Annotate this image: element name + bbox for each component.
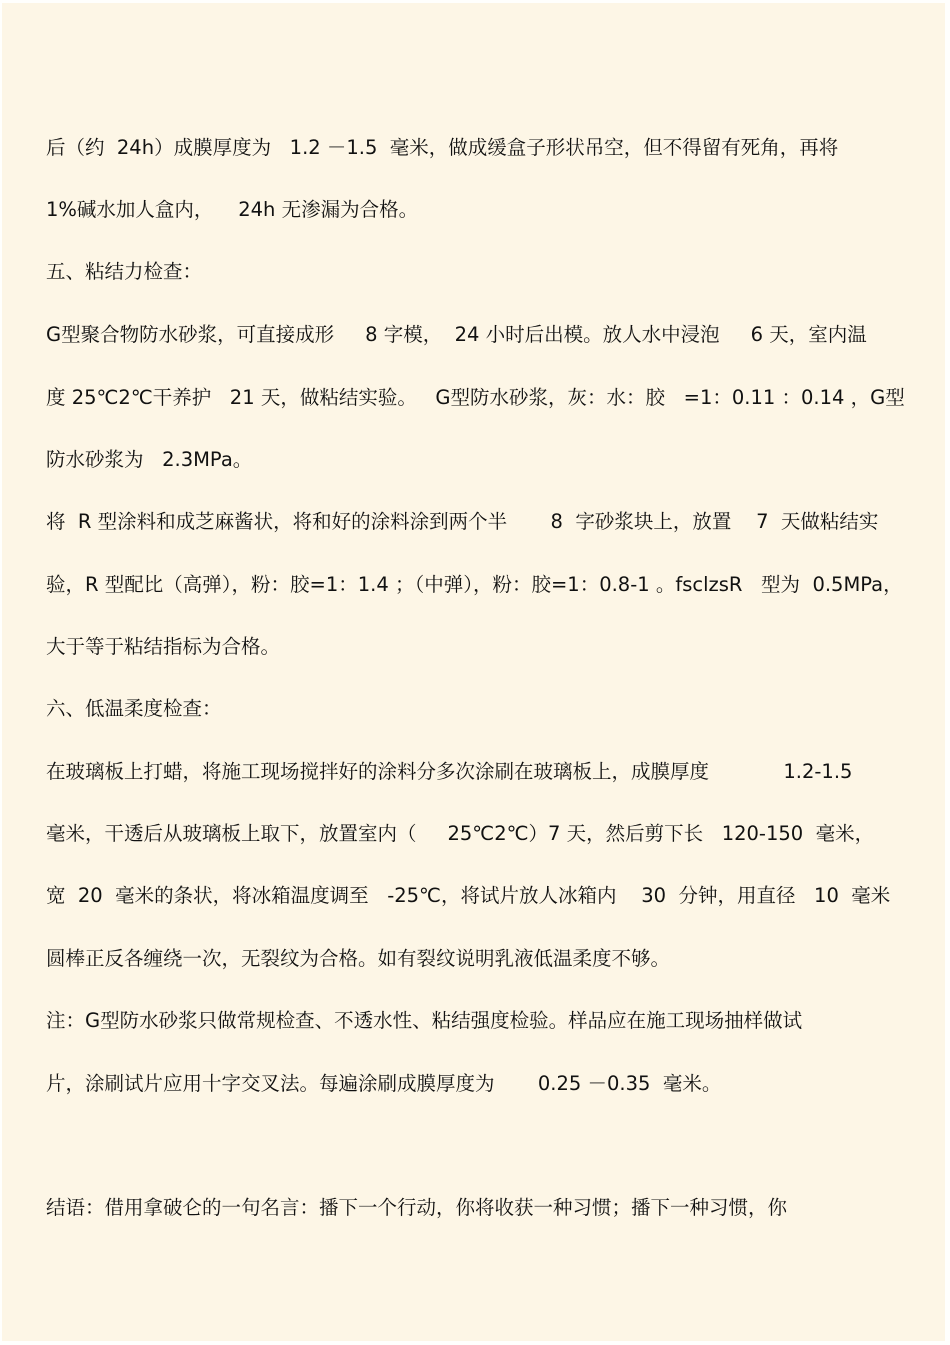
paragraph-line: 验，R 型配比（高弹），粉：胶=1：1.4 ；（中弹），粉：胶=1：0.8-1 。fsclzsR 型为 0.5MPa， — [46, 573, 903, 596]
paragraph-line: 毫米，干透后从玻璃板上取下，放置室内（ 25℃2℃）7 天，然后剪下长 120-150 毫米， — [46, 822, 875, 845]
conclusion-line: 结语：借用拿破仑的一句名言：播下一个行动，你将收获一种习惯；播下一种习惯，你 — [46, 1196, 788, 1219]
paragraph-line: 圆棒正反各缠绕一次，无裂纹为合格。如有裂纹说明乳液低温柔度不够。 — [46, 947, 671, 970]
section-heading: 五、粘结力检查： — [46, 260, 203, 283]
paragraph-line: 度 25℃2℃干养护 21 天，做粘结实验。 G型防水砂浆，灰：水：胶 =1：0.11 ：0.14 ，G型 — [46, 386, 905, 409]
section-heading: 六、低温柔度检查： — [46, 697, 222, 720]
paragraph-line: 后（约 24h）成膜厚度为 1.2 －1.5 毫米，做成缓盒子形状吊空，但不得留有死角，再将 — [46, 136, 839, 159]
paragraph-line: 大于等于粘结指标为合格。 — [46, 635, 281, 658]
paragraph-line: G型聚合物防水砂浆，可直接成形 8 字模， 24 小时后出模。放人水中浸泡 6 天，室内温 — [46, 323, 867, 346]
paragraph-line: 将 R 型涂料和成芝麻酱状，将和好的涂料涂到两个半 8 字砂浆块上，放置 7 天做粘结实 — [46, 510, 879, 533]
paragraph-line: 1%碱水加人盒内， 24h 无渗漏为合格。 — [46, 198, 419, 221]
paragraph-line: 防水砂浆为 2.3MPa。 — [46, 448, 253, 471]
paragraph-line: 宽 20 毫米的条状，将冰箱温度调至 -25℃，将试片放人冰箱内 30 分钟，用直径 10 毫米 — [46, 884, 891, 907]
document-page — [2, 3, 945, 1341]
paragraph-line: 在玻璃板上打蜡，将施工现场搅拌好的涂料分多次涂刷在玻璃板上，成膜厚度 1.2-1.5 — [46, 760, 853, 783]
note-line: 片，涂刷试片应用十字交叉法。每遍涂刷成膜厚度为 0.25 －0.35 毫米。 — [46, 1072, 722, 1095]
note-line: 注：G型防水砂浆只做常规检查、不透水性、粘结强度检验。样品应在施工现场抽样做试 — [46, 1009, 803, 1032]
